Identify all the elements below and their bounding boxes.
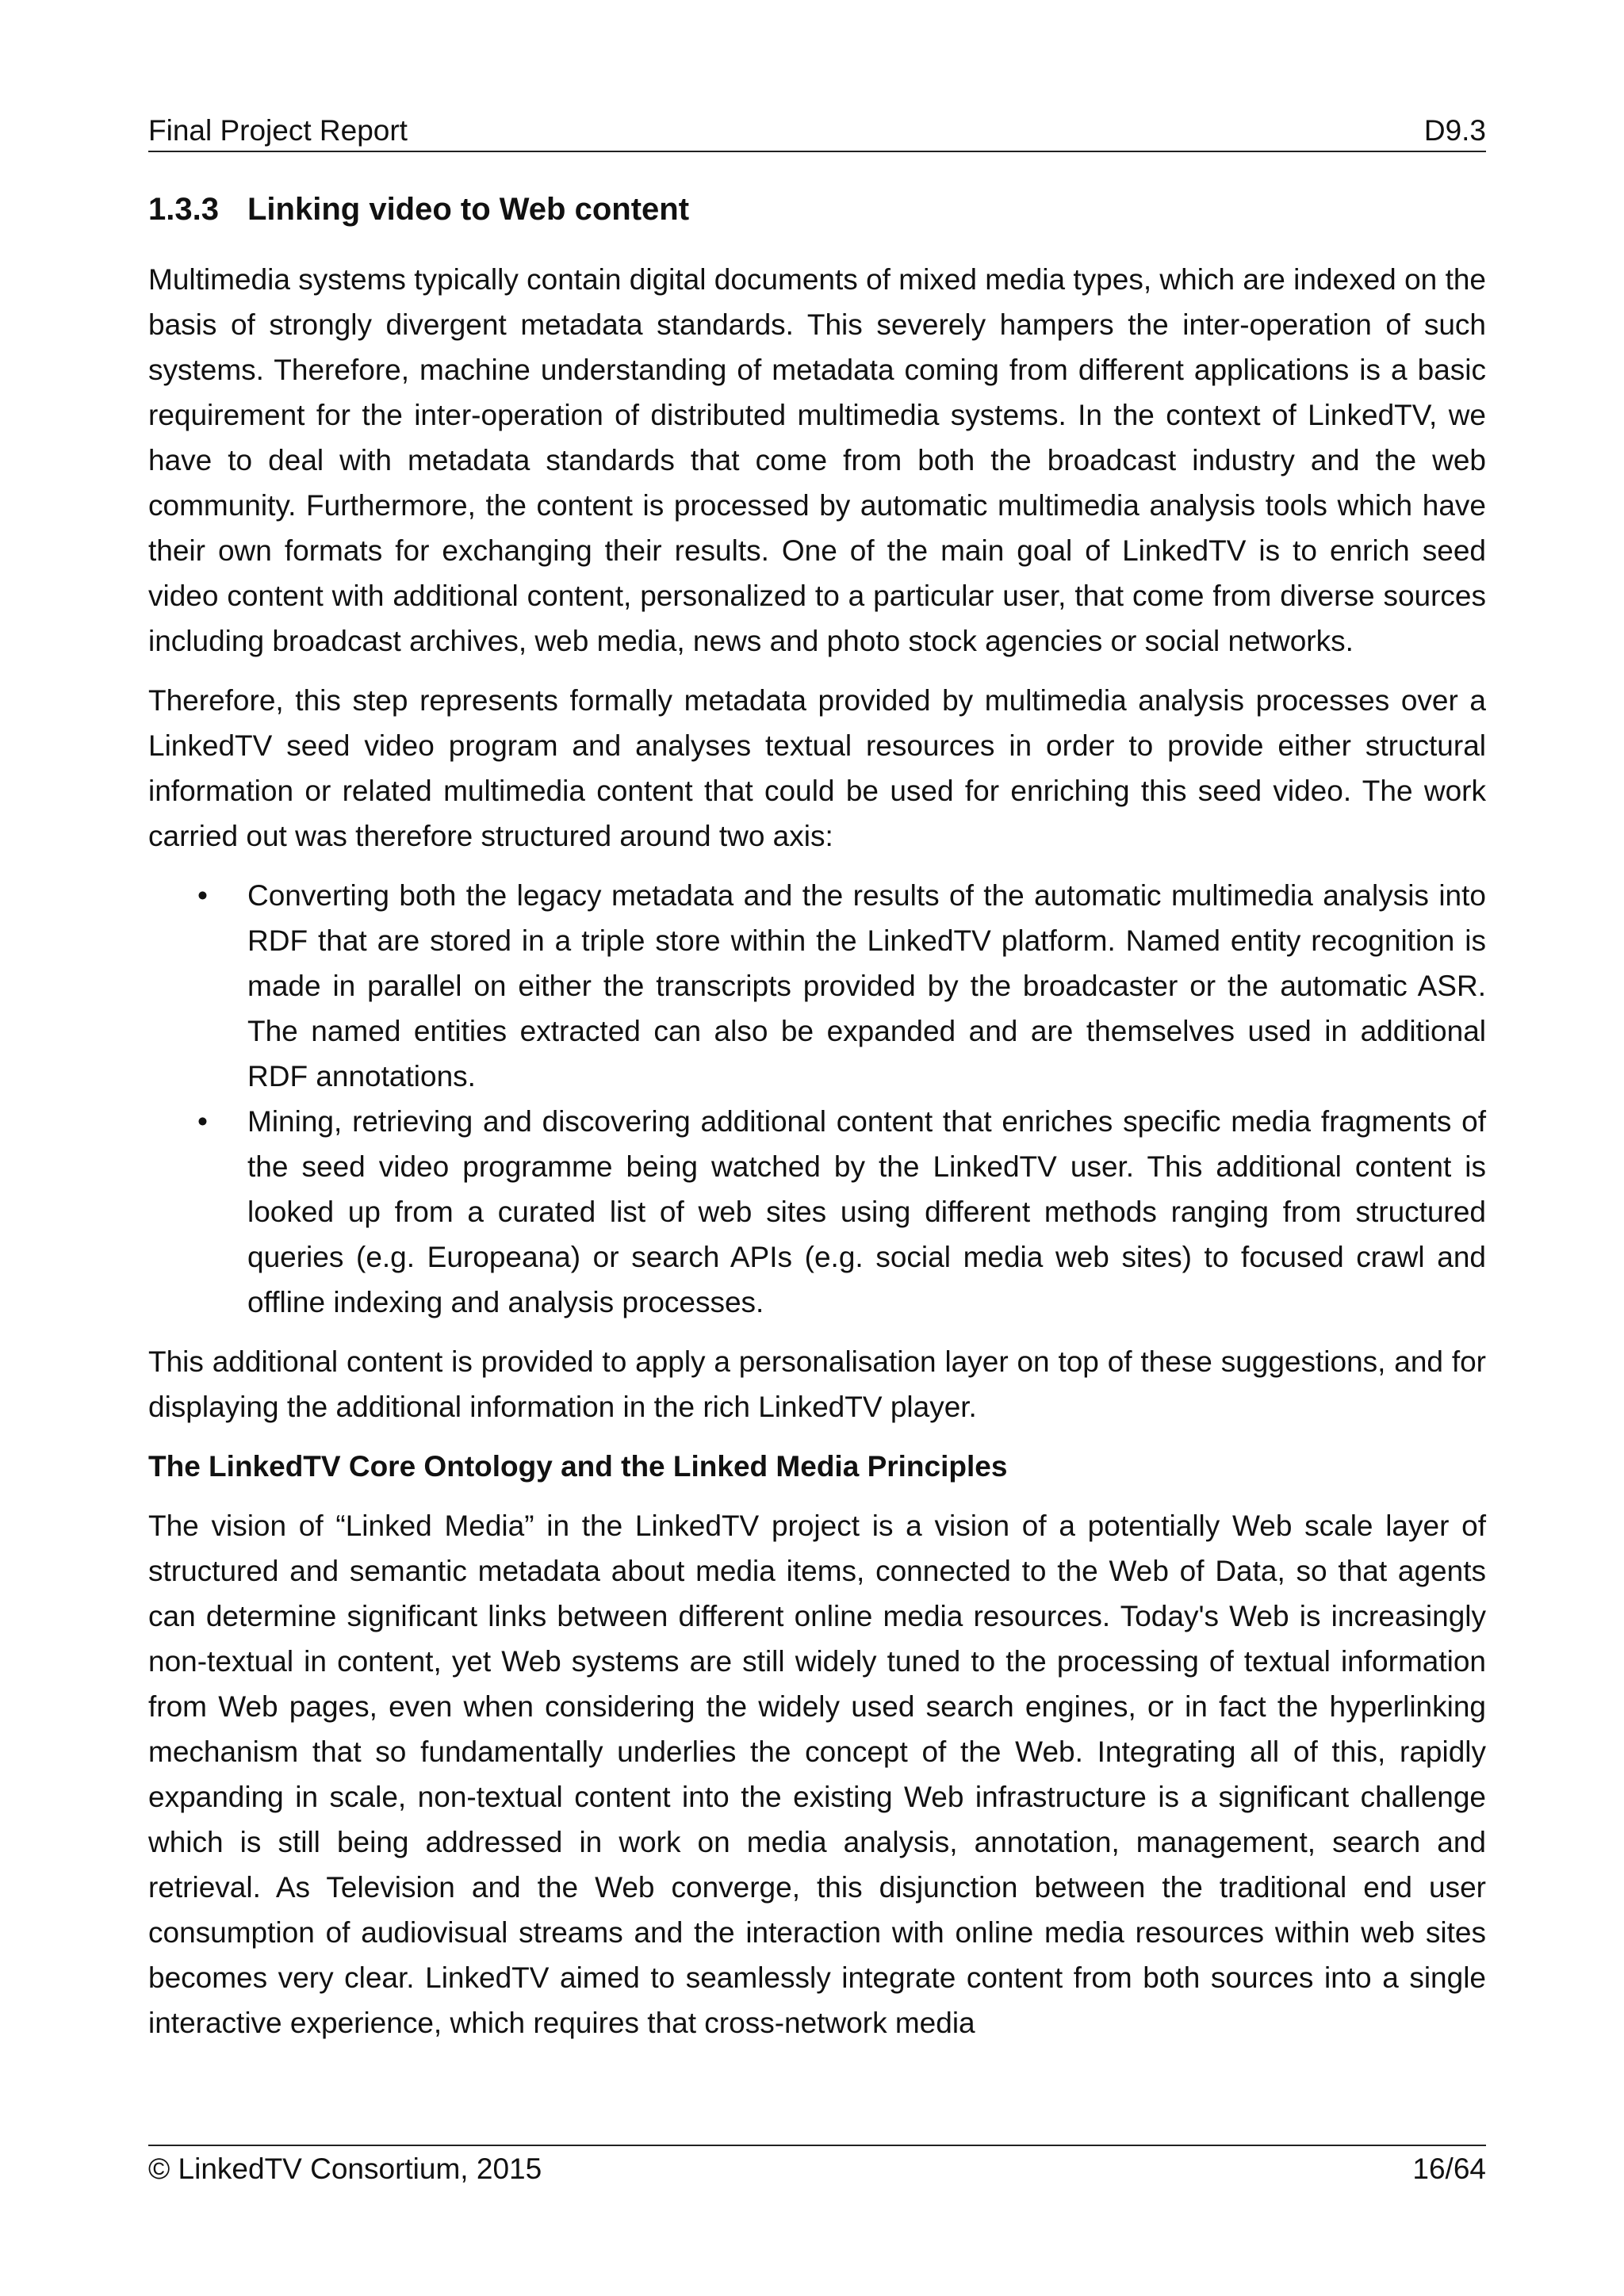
list-item	[148, 873, 1486, 1099]
page-number: 16/64	[1412, 2152, 1486, 2185]
footer-copyright: © LinkedTV Consortium, 2015	[148, 2152, 542, 2185]
header-title: Final Project Report	[148, 114, 408, 147]
page-header	[148, 111, 1486, 152]
header-deliverable: D9.3	[1423, 114, 1486, 147]
bullet-icon: •	[197, 879, 208, 912]
subsection-heading: The LinkedTV Core Ontology and the Linked Media Principles	[148, 1450, 1008, 1483]
page-content	[148, 187, 1486, 2060]
section-number: 1.3.3	[148, 192, 219, 227]
bullet-list	[148, 873, 1486, 1325]
list-item-text: Converting both the legacy metadata and the results of the automatic multimedia analysis into RDF that are stored in a triple store within the LinkedTV platform. Named entity recognition is made in parallel on either the transcripts provided by the broadcaster or the automatic ASR. The named entities extracted can also be expanded and are themselves used in additional RDF annotations.	[247, 879, 1486, 1093]
paragraph-linked-media: The vision of “Linked Media” in the LinkedTV project is a vision of a potentially Web scale layer of structured and semantic metadata about media items, connected to the Web of Data, so that agents can determine significant links between different online media resources. Today's Web is increasingly non-textual in content, yet Web systems are still widely tuned to the processing of textual information from Web pages, even when considering the widely used search engines, or in fact the hyperlinking mechanism that so fundamentally underlies the concept of the Web. Integrating all of this, rapidly expanding in scale, non-textual content into the existing Web infrastructure is a significant challenge which is still being addressed in work on media analysis, annotation, management, search and retrieval. As Television and the Web converge, this disjunction between the traditional end user consumption of audiovisual streams and the interaction with online media resources within web sites becomes very clear. LinkedTV aimed to seamlessly integrate content from both sources into a single interactive experience, which requires that cross-network media	[148, 1510, 1486, 2039]
page-footer	[148, 2145, 1486, 2186]
paragraph-intro: Multimedia systems typically contain digital documents of mixed media types, which are indexed on the basis of strongly divergent metadata standards. This severely hampers the inter-operation of such systems. Therefore, machine understanding of metadata coming from different applications is a basic requirement for the inter-operation of distributed multimedia systems. In the context of LinkedTV, we have to deal with metadata standards that come from both the broadcast industry and the web community. Furthermore, the content is processed by automatic multimedia analysis tools which have their own formats for exchanging their results. One of the main goal of LinkedTV is to enrich seed video content with additional content, personalized to a particular user, that come from diverse sources including broadcast archives, web media, news and photo stock agencies or social networks.	[148, 263, 1486, 657]
list-item-text: Mining, retrieving and discovering additional content that enriches specific media fragments of the seed video programme being watched by the LinkedTV user. This additional content is looked up from a curated list of web sites using different methods ranging from structured queries (e.g. Europeana) or search APIs (e.g. social media web sites) to focused crawl and offline indexing and analysis processes.	[247, 1105, 1486, 1318]
section-heading	[148, 187, 1486, 232]
bullet-icon: •	[197, 1105, 208, 1138]
paragraph-additional: This additional content is provided to apply a personalisation layer on top of these suggestions, and for displaying the additional information in the rich LinkedTV player.	[148, 1345, 1486, 1423]
list-item	[148, 1099, 1486, 1325]
section-title: Linking video to Web content	[247, 192, 690, 227]
paragraph-step: Therefore, this step represents formally metadata provided by multimedia analysis processes over a LinkedTV seed video program and analyses textual resources in order to provide either structural information or related multimedia content that could be used for enriching this seed video. The work carried out was therefore structured around two axis:	[148, 684, 1486, 852]
